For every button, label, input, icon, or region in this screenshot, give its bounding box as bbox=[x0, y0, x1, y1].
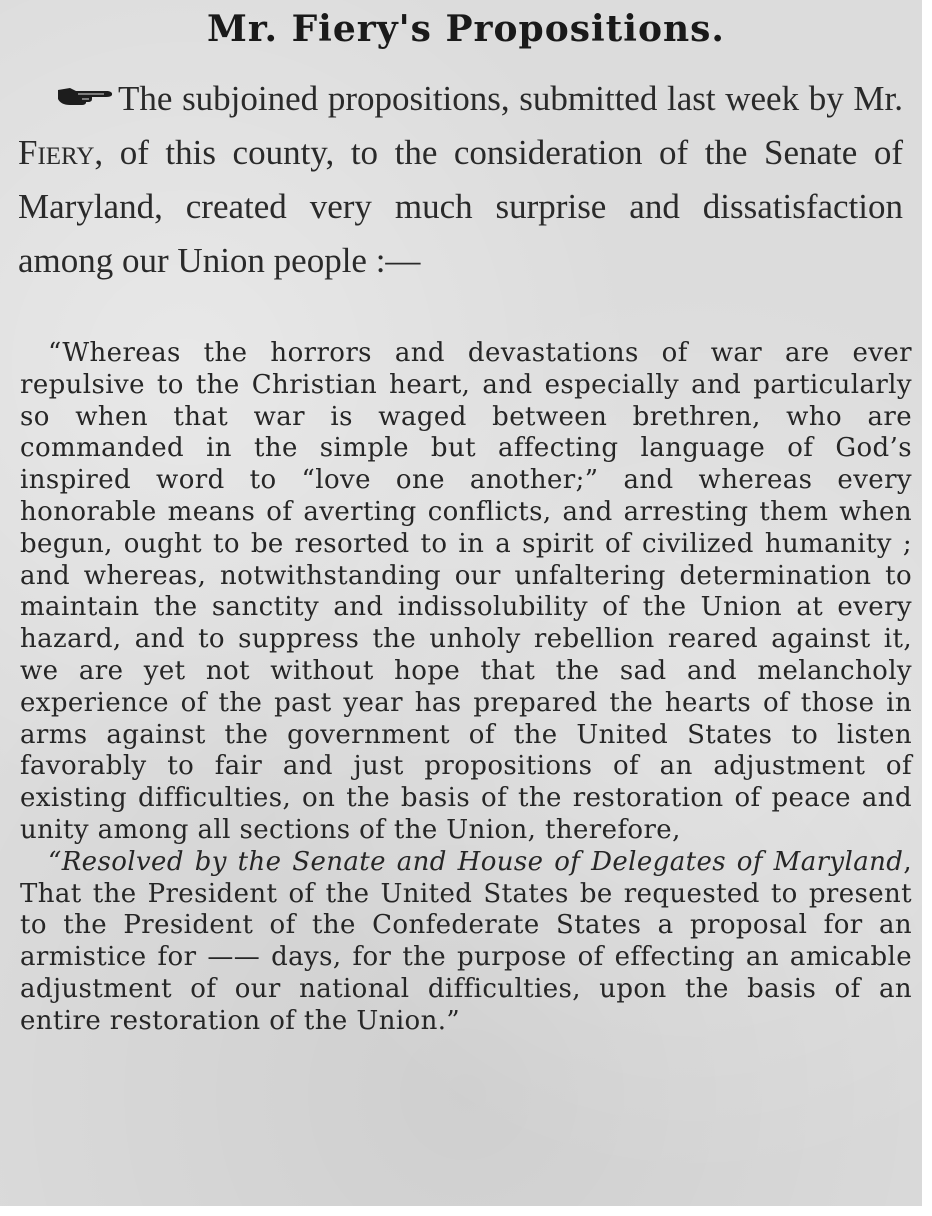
resolved-paragraph bbox=[20, 847, 912, 1038]
resolved-italic-lead: “Resolved by the Senate and House of Delegates of Maryland bbox=[48, 846, 904, 877]
paper-edge-bottom bbox=[0, 1206, 932, 1216]
intro-name: Fiery bbox=[18, 133, 95, 172]
headline: Mr. Fiery's Propositions. bbox=[207, 8, 725, 50]
intro-paragraph bbox=[18, 68, 903, 288]
preamble-paragraph: “Whereas the horrors and devastations of war are ever repulsive to the Christian heart, and especially and particularly so when that war is waged between brethren, who are commanded in the simple but affecting language of God’s inspired word to “love one another;” and whereas every honorable means of averting conflicts, and arresting them when begun, ought to be resorted to in a spirit of civilized humanity ; and whereas, notwithstanding our unfaltering determination to maintain the sanctity and indissolubility of the Union at every hazard, and to suppress the unholy rebellion reared against it, we are yet not without hope that the sad and melancholy experience of the past year has prepared the hearts of those in arms against the government of the United States to listen favorably to fair and just propositions of an adjustment of existing difficulties, on the basis of the restoration of peace and unity among all sections of the Union, therefore, bbox=[20, 338, 912, 845]
pointing-hand-icon bbox=[56, 68, 114, 88]
intro-text-after-name: , of this county, to the consideration of the Senate of Maryland, created very much surprise and dissatisfaction among our Union people :— bbox=[18, 133, 903, 280]
resolution-text bbox=[20, 338, 912, 1038]
intro-text-before-name: The subjoined propositions, submitted last week by Mr. bbox=[118, 79, 903, 118]
paper-edge-right bbox=[922, 0, 932, 1216]
resolved-body: , That the President of the United States be requested to present to the President of the Confederate States a proposal for an armistice for —— days, for the purpose of effecting an amicable adjustment of our national difficulties, upon the basis of an entire restoration of the Union.” bbox=[20, 846, 912, 1036]
